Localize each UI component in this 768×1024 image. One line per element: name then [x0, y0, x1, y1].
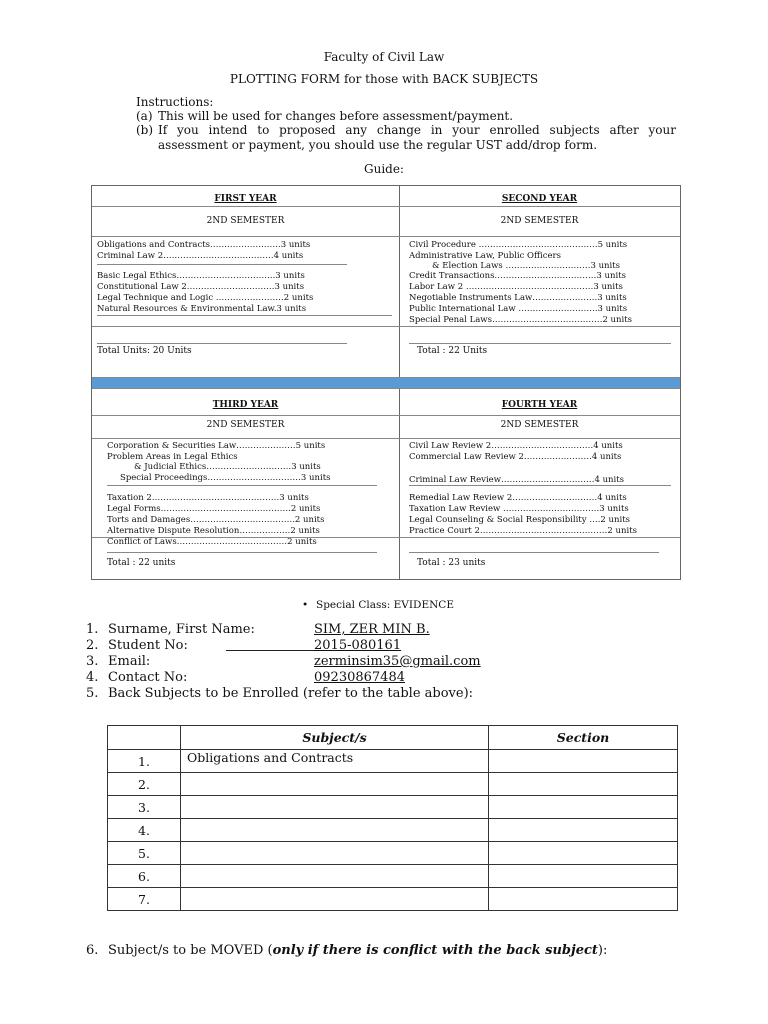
email-label: Email: — [108, 654, 151, 669]
table-row — [108, 888, 678, 911]
third-year-item: Problem Areas in Legal Ethics — [107, 452, 238, 462]
subject-cell[interactable] — [181, 796, 489, 819]
instruction-a-text: This will be used for changes before assessment/payment. — [158, 109, 514, 123]
form-title: PLOTTING FORM for those with BACK SUBJECTS — [229, 72, 539, 86]
subject-cell[interactable]: Obligations and Contracts — [181, 750, 489, 773]
subject-cell[interactable] — [181, 865, 489, 888]
third-year-item: Special Proceedings……………………………3 units — [120, 473, 331, 483]
fourth-year-item: Practice Court 2………………………………………2 units — [409, 526, 637, 536]
fourth-year-total: Total : 23 units — [417, 558, 486, 568]
section-cell[interactable] — [489, 796, 678, 819]
guide-label: Guide: — [364, 162, 404, 176]
third-year-item: Legal Forms……………………………………….2 units — [107, 504, 321, 514]
row-number: 6. — [108, 865, 181, 888]
header-number — [108, 726, 181, 750]
first-year-total: Total Units: 20 Units — [97, 346, 192, 356]
contact-no-label: Contact No: — [108, 670, 188, 685]
section-cell[interactable] — [489, 773, 678, 796]
second-year-item: & Election Laws …………………………3 units — [432, 261, 621, 271]
row-number: 2. — [108, 773, 181, 796]
section-cell[interactable] — [489, 750, 678, 773]
second-year-title: SECOND YEAR — [501, 194, 578, 204]
table-row — [108, 773, 678, 796]
table-header-row — [108, 726, 678, 750]
instruction-b-text-1: If you intend to proposed any change in your enrolled subjects after your — [158, 123, 676, 137]
moved-label-emphasis: only if there is conflict with the back subject — [272, 943, 598, 958]
first-year-item: Natural Resources & Environmental Law.3 units — [97, 304, 307, 314]
fourth-year-semester: 2ND SEMESTER — [500, 420, 579, 430]
second-year-total: Total : 22 Units — [417, 346, 488, 356]
instruction-b-text-2: assessment or payment, you should use the regular UST add/drop form. — [158, 138, 598, 152]
back-subjects-table — [107, 725, 678, 911]
header-subjects: Subject/s — [181, 726, 489, 750]
back-subjects-label: Back Subjects to be Enrolled (refer to the table above): — [108, 686, 474, 701]
section-cell[interactable] — [489, 888, 678, 911]
section-cell[interactable] — [489, 842, 678, 865]
second-year-item: Administrative Law, Public Officers — [409, 251, 561, 261]
student-no-value[interactable]: 2015-080161 — [314, 638, 402, 653]
second-year-item: Special Penal Laws…………………………………2 units — [409, 315, 632, 325]
third-year-item: & Judicial Ethics…………………………3 units — [134, 462, 321, 472]
student-no-underline — [226, 650, 314, 651]
row-number: 1. — [108, 750, 181, 773]
section-cell[interactable] — [489, 819, 678, 842]
table-row — [108, 819, 678, 842]
moved-subjects-label — [108, 943, 607, 958]
instruction-a-marker: (a) — [136, 109, 153, 123]
fourth-year-item: Legal Counseling & Social Responsibility ….2 units — [409, 515, 630, 525]
table-row — [108, 796, 678, 819]
guide-table — [91, 185, 681, 580]
special-class-note: Special Class: EVIDENCE — [316, 599, 454, 611]
row-number: 5. — [108, 842, 181, 865]
student-no-label: Student No: — [108, 638, 188, 653]
row-number: 3. — [108, 796, 181, 819]
third-year-item: Taxation 2………………………………………3 units — [107, 493, 309, 503]
fourth-year-item: Taxation Law Review …………………………….3 units — [409, 504, 629, 514]
table-row — [108, 842, 678, 865]
field-number: 2. — [86, 638, 99, 653]
third-year-semester: 2ND SEMESTER — [206, 420, 285, 430]
first-year-item: Basic Legal Ethics……………………………..3 units — [97, 271, 305, 281]
field-number: 3. — [86, 654, 99, 669]
field-number: 5. — [86, 686, 99, 701]
surname-value[interactable]: SIM, ZER MIN B. — [314, 622, 430, 637]
first-year-item: Constitutional Law 2………………………….3 units — [97, 282, 305, 292]
email-value[interactable]: zerminsim35@gmail.com — [314, 654, 481, 669]
third-year-total: Total : 22 units — [107, 558, 176, 568]
subject-cell[interactable] — [181, 888, 489, 911]
contact-no-value[interactable]: 09230867484 — [314, 670, 405, 685]
fourth-year-title: FOURTH YEAR — [501, 400, 578, 410]
moved-label-text: Subject/s to be MOVED ( — [108, 943, 273, 958]
fourth-year-item: Commercial Law Review 2……………………4 units — [409, 452, 622, 462]
fourth-year-item: Remedial Law Review 2…………………………4 units — [409, 493, 627, 503]
second-year-semester: 2ND SEMESTER — [500, 216, 579, 226]
moved-label-end: ): — [597, 943, 608, 958]
first-year-item: Legal Technique and Logic ……………………2 units — [97, 293, 314, 303]
instructions-heading: Instructions: — [136, 95, 214, 109]
third-year-title: THIRD YEAR — [212, 400, 279, 410]
row-number: 7. — [108, 888, 181, 911]
fourth-year-item: Criminal Law Review……………………………4 units — [409, 475, 625, 485]
subject-cell[interactable] — [181, 819, 489, 842]
instruction-b-marker: (b) — [136, 123, 154, 137]
first-year-semester: 2ND SEMESTER — [206, 216, 285, 226]
second-year-item: Civil Procedure ……………………………………5 units — [409, 240, 628, 250]
third-year-item: Alternative Dispute Resolution………………2 units — [107, 526, 320, 536]
first-year-title: FIRST YEAR — [214, 194, 277, 204]
field-number: 1. — [86, 622, 99, 637]
table-row — [108, 865, 678, 888]
section-cell[interactable] — [489, 865, 678, 888]
second-year-item: Credit Transactions………………………………3 units — [409, 271, 626, 281]
third-year-item: Corporation & Securities Law…………………5 units — [107, 441, 326, 451]
guide-separator-bar — [92, 378, 680, 388]
header-section: Section — [489, 726, 678, 750]
second-year-item: Negotiable Instruments Law…………………..3 units — [409, 293, 627, 303]
subject-cell[interactable] — [181, 842, 489, 865]
row-number: 4. — [108, 819, 181, 842]
third-year-item: Torts and Damages……………………………….2 units — [107, 515, 325, 525]
fourth-year-item: Civil Law Review 2………………………………4 units — [409, 441, 623, 451]
subject-cell[interactable] — [181, 773, 489, 796]
field-number: 4. — [86, 670, 99, 685]
first-year-item: Criminal Law 2…………………………………4 units — [97, 251, 304, 261]
field-number: 6. — [86, 943, 99, 958]
table-row — [108, 750, 678, 773]
second-year-item: Labor Law 2 ………………………………………3 units — [409, 282, 623, 292]
faculty-title: Faculty of Civil Law — [323, 50, 445, 64]
first-year-item: Obligations and Contracts…………………….3 units — [97, 240, 311, 250]
second-year-item: Public International Law ……………………….3 units — [409, 304, 628, 314]
surname-label: Surname, First Name: — [108, 622, 255, 637]
bullet-icon: • — [302, 599, 309, 611]
third-year-item: Conflict of Laws…………………………………2 units — [107, 537, 317, 547]
